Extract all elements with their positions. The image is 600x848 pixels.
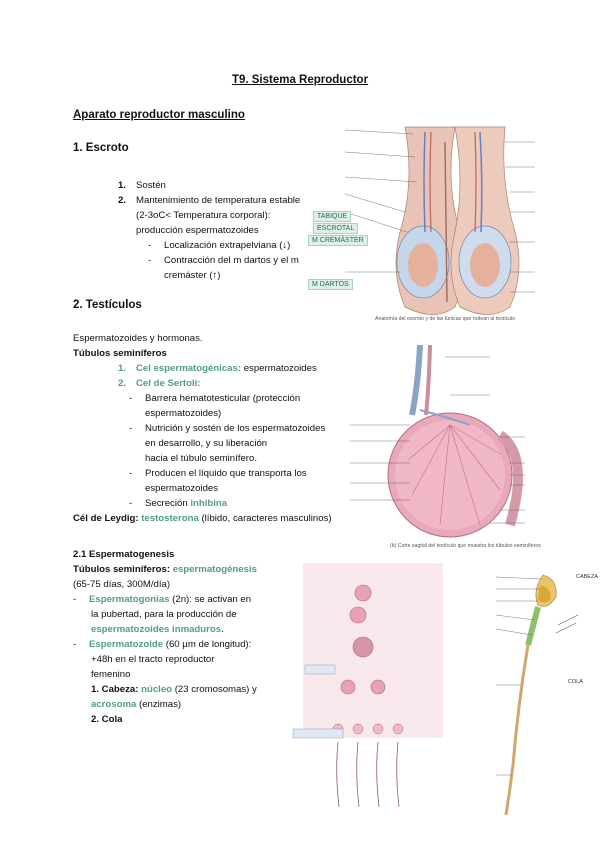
escroto-prod-line: producción espermatozoides (136, 225, 259, 236)
escroto-list (118, 178, 318, 283)
figure-espermatozoide (458, 565, 598, 825)
espermatogenesis-heading: 2.1 Espermatogenesis (73, 549, 175, 560)
sertoli-point-3: - Producen el líquido que transporta los (129, 468, 307, 479)
sertoli-point-2c: hacia el túbulo seminífero. (145, 453, 257, 464)
escroto-item-1: 1. Sostén (118, 180, 166, 191)
cabeza-line-2: acrosoma (enzimas) (91, 699, 182, 710)
espermatozoide-item: - Espermatozoide (60 μm de longitud): (73, 639, 252, 650)
leydig-line: Cél de Leydig: testosterona (líbido, caracteres masculinos) (73, 513, 332, 524)
sperm-label-cabeza: CABEZA (576, 574, 599, 580)
sertoli-point-1: - Barrera hematotesticular (protección (129, 393, 301, 404)
cola-line: 2. Cola (91, 714, 123, 725)
page-title: T9. Sistema Reproductor (231, 74, 369, 86)
escroto-subitem-3: cremáster (↑) (164, 270, 221, 281)
tubulos-label: Túbulos seminíferos (73, 348, 167, 359)
espermatozoide-l2: +48h en el tracto reproductor (91, 654, 215, 665)
testiculos-item-2: 2. Cel de Sertoli: (118, 378, 201, 389)
esperm-line1: Túbulos seminíferos: espermatogénesis (73, 564, 257, 575)
figure-espermatogenesis (283, 557, 453, 827)
testiculo-illustration (350, 345, 595, 540)
cabeza-line: 1. Cabeza: núcleo (23 cromosomas) y (91, 684, 257, 695)
testiculos-block (73, 331, 343, 526)
espermatozoide-illustration (458, 565, 598, 825)
espermatozoide-l3: femenino (91, 669, 131, 680)
escroto-temp-line: (2-3oC< Temperatura corporal): (136, 210, 271, 221)
sertoli-point-3b: espermatozoides (145, 483, 219, 494)
sertoli-point-1b: espermatozoides) (145, 408, 222, 419)
espermatogenesis-illustration (283, 557, 453, 827)
testiculos-intro: Espermatozoides y hormonas. (73, 333, 203, 344)
espermatogonias-l3: espermatozoides inmaduros. (91, 624, 224, 635)
escroto-heading: 1. Escroto (73, 142, 129, 154)
espermatogenesis-block (73, 547, 283, 727)
figure-escroto (305, 122, 595, 327)
espermatogonias-item: - Espermatogonias (2n): se activan en (73, 594, 252, 605)
escroto-subitem-2: - Contracción del m dartos y el m (148, 255, 299, 266)
sertoli-secrecion: - Secreción inhibina (129, 498, 228, 509)
sertoli-point-2b: en desarrollo, y su liberación (145, 438, 268, 449)
tag-cremaster: M CREMÁSTER (308, 235, 368, 246)
escroto-item-2: 2. Mantenimiento de temperatura estable (118, 195, 301, 206)
tag-tabique-2: ESCROTAL (313, 223, 358, 234)
figure2-caption: (b) Corte sagital del testículo que muestra los túbulos seminíferos (390, 543, 541, 549)
espermatogonias-l2: la pubertad, para la producción de (91, 609, 237, 620)
testiculos-heading: 2. Testículos (73, 299, 142, 311)
section-title: Aparato reproductor masculino (73, 109, 245, 121)
sertoli-point-2: - Nutrición y sostén de los espermatozoides (129, 423, 326, 434)
esperm-line2: (65-75 días, 300M/día) (73, 579, 171, 590)
escroto-subitem-1: - Localización extrapelviana (↓) (148, 240, 291, 251)
tag-tabique-1: TABIQUE (313, 211, 351, 222)
figure1-caption: Anatomía del escroto y de las túnicas que rodean al testículo (375, 316, 516, 322)
sperm-label-cola: COLA (568, 679, 583, 685)
tag-dartos: M DARTOS (308, 279, 353, 290)
figure-testiculo (350, 345, 595, 553)
testiculos-item-1: 1. Cel espermatogénicas: espermatozoides (118, 363, 317, 374)
